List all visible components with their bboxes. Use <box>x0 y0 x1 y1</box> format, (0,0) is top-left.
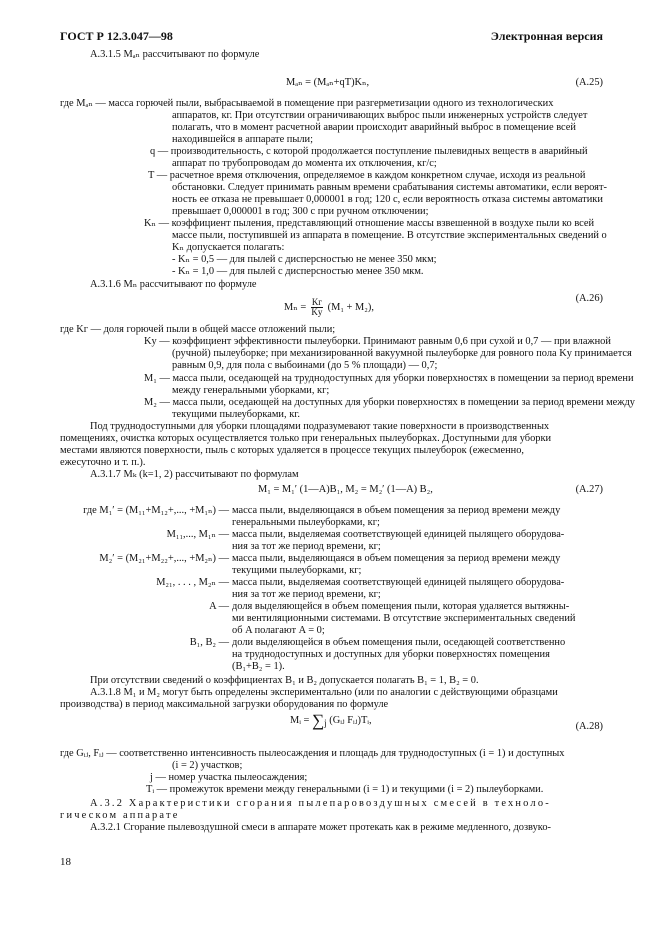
clause-a315-intro: А.3.1.5 Mₐₙ рассчитывают по формуле <box>90 49 260 60</box>
def-ky-line: (ручной) пылеуборке; при механизированной вакуумной пылеуборке для ровного пола Kу принимается <box>172 348 632 359</box>
formula-a25: Mₐₙ = (Mₐₙ+qT)Kₙ, <box>286 77 370 88</box>
def-text: ми вентиляционными системами. В отсутствие экспериментальных сведений <box>232 613 576 624</box>
def-man-line: аппаратов, кг. При отсутствии ограничивающих выброс пыли инженерных устройств следует <box>172 110 588 121</box>
def-m2-line: текущими пылеуборками, кг. <box>172 409 300 420</box>
def-text: доли выделяющейся в объем помещения пыли, оседающей соответственно <box>232 637 566 648</box>
formula-a28-lhs: Mᵢ = <box>290 714 310 726</box>
formula-a28 <box>290 712 372 729</box>
def-text: ния за тот же период времени, кг; <box>232 541 381 552</box>
clause-a316-intro: А.3.1.6 Mₙ рассчитывают по формуле <box>90 279 257 290</box>
paragraph-line: При отсутствии сведений о коэффициентах B₁ и B₂ допускается полагать B₁ = 1, B₂ = 0. <box>90 675 479 686</box>
def-m1-line: между генеральными уборками, кг; <box>172 385 330 396</box>
def-term: где M₁′ = (M₁₁+M₁₂+,..., +M₁ₙ) — <box>83 505 229 516</box>
document-code: ГОСТ Р 12.3.047—98 <box>60 29 173 43</box>
def-ti-line: Tᵢ — промежуток времени между генеральными (i = 1) и текущими (i = 2) пылеуборками. <box>146 784 544 795</box>
paragraph-line: местами являются поверхности, пыль с которых удаляется в процессе текущих пылеуборок (ежесменно, <box>60 445 524 456</box>
formula-a26-lhs: Mₙ = <box>284 301 307 313</box>
def-t-line: ность ее отказа не превышает 0,000001 в год; 120 с, если вероятность отказа системы автоматики <box>172 194 603 205</box>
def-kp-line: - Kₙ = 0,5 — для пылей с дисперсностью не менее 350 мкм; <box>172 254 437 265</box>
fraction <box>311 298 323 317</box>
formula-a26 <box>284 298 374 317</box>
def-term: A — <box>209 601 229 612</box>
formula-a25-number: (А.25) <box>575 77 603 88</box>
def-text: об A полагают A = 0; <box>232 625 325 636</box>
def-kp-line: Kₙ — коэффициент пыления, представляющий отношение массы взвешенной в воздухе пыли ко всей <box>144 218 595 229</box>
formula-a28-rhs: (Gᵢⱼ Fᵢⱼ)Tᵢ, <box>329 714 372 726</box>
clause-a318-intro: производства) в период максимальной загрузки оборудования по формуле <box>60 699 389 710</box>
def-m2-line: M₂ — масса пыли, оседающей на доступных для уборки поверхностях в помещении за период времени между <box>144 397 635 408</box>
page-number: 18 <box>60 856 71 868</box>
def-text: масса пыли, выделяемая соответствующей единицей пылящего оборудова- <box>232 529 565 540</box>
formula-a27: M₁ = M₁′ (1—A)B₁, M₂ = M₂′ (1—A) B₂, <box>258 484 433 495</box>
def-man-line: находившейся в аппарате пыли; <box>172 134 313 145</box>
fraction-denominator: Kу <box>311 307 323 317</box>
def-t-line: обстановки. Следует принимать равным времени срабатывания системы автоматики, если вероят- <box>172 182 607 193</box>
def-t-line: превышает 0,000001 в год; 300 с при ручном отключении; <box>172 206 429 217</box>
paragraph-line: А.3.2.1 Сгорание пылевоздушной смеси в аппарате может протекать как в режиме медленного, дозвуко- <box>90 822 551 833</box>
paragraph-line: ежесуточно и т. п.). <box>60 457 146 468</box>
formula-a28-number: (А.28) <box>575 721 603 732</box>
def-term: M₂₁, . . . , M₂ₙ — <box>156 577 229 588</box>
def-m1-line: M₁ — масса пыли, оседающей на труднодоступных для уборки поверхностях в помещении за период времени <box>144 373 634 384</box>
def-man-line: где Mₐₙ — масса горючей пыли, выбрасываемой в помещение при разгерметизации одного из технологических <box>60 98 554 109</box>
edition-label: Электронная версия <box>490 29 603 43</box>
def-ky-line: Kу — коэффициент эффективности пылеуборки. Принимают равным 0,6 при сухой и 0,7 — при влажной <box>144 336 611 347</box>
paragraph-line: Под труднодоступными для уборки площадями подразумевают такие поверхности в производственных <box>90 421 550 432</box>
def-text: масса пыли, выделяемая соответствующей единицей пылящего оборудова- <box>232 577 565 588</box>
paragraph-line: помещениях, очистка которых осуществляется только при генеральных пылеуборках. Доступными для уборки <box>60 433 552 444</box>
def-t-line: T — расчетное время отключения, определяемое в каждом конкретном случае, исходя из реальной <box>148 170 586 181</box>
clause-a317-intro: А.3.1.7 Mₖ (k=1, 2) рассчитывают по формулам <box>90 469 299 480</box>
def-text: доля выделяющейся в объем помещения пыли, которая удаляется вытяжны- <box>232 601 570 612</box>
def-gij-line: где Gᵢⱼ, Fᵢⱼ — соответственно интенсивность пылеосаждения и площадь для труднодоступных (i = 1) и доступных <box>60 748 565 759</box>
def-text: (B₁+B₂ = 1). <box>232 661 285 672</box>
section-heading: гическом аппарате <box>60 810 180 821</box>
def-q-line: аппарат по трубопроводам до момента их отключения, кг/с; <box>172 158 437 169</box>
def-text: масса пыли, выделяющаяся в объем помещения за период времени между <box>232 505 561 516</box>
fraction-numerator: Kг <box>311 297 323 307</box>
def-text: генеральными пылеуборками, кг; <box>232 517 380 528</box>
def-term: M₂′ = (M₂₁+M₂₂+,..., +M₂ₙ) — <box>99 553 229 564</box>
formula-a27-number: (А.27) <box>575 484 603 495</box>
def-text: масса пыли, выделяющаяся в объем помещения за период времени между <box>232 553 561 564</box>
def-text: ния за тот же период времени, кг; <box>232 589 381 600</box>
def-term: B₁, B₂ — <box>189 637 229 648</box>
def-j-line: j — номер участка пылеосаждения; <box>150 772 308 783</box>
sum-index: j <box>324 718 327 728</box>
def-text: на труднодоступных и доступных для уборки поверхностях помещения <box>232 649 550 660</box>
def-q-line: q — производительность, с которой продолжается поступление пылевидных веществ в аварийный <box>150 146 588 157</box>
def-kp-line: Kₙ допускается полагать: <box>172 242 285 253</box>
def-gij-line: (i = 2) участков; <box>172 760 243 771</box>
formula-a26-number: (А.26) <box>575 293 603 304</box>
def-kp-line: массе пыли, поступившей из аппарата в помещение. В отсутствие экспериментальных сведений о <box>172 230 607 241</box>
def-kp-line: - Kₙ = 1,0 — для пылей с дисперсностью менее 350 мкм. <box>172 266 424 277</box>
def-kg-line: где Kг — доля горючей пыли в общей массе отложений пыли; <box>60 324 336 335</box>
formula-a26-rhs: (M₁ + M₂), <box>327 301 374 313</box>
def-ky-line: равным 0,9, для пола с выбоинами (до 5 % площади) — 0,7; <box>172 360 438 371</box>
clause-a318-intro: А.3.1.8 M₁ и M₂ могут быть определены экспериментально (или по аналогии с действующими образцами <box>90 687 558 698</box>
section-heading: А.3.2 Характеристики сгорания пылепаровоздушных смесей в техноло- <box>90 798 551 809</box>
def-man-line: полагать, что в момент расчетной аварии происходит аварийный выброс в помещение всей <box>172 122 576 133</box>
sum-sign: ∑j <box>312 711 327 730</box>
def-text: текущими пылеуборками, кг; <box>232 565 362 576</box>
def-term: M₁₁,..., M₁ₙ — <box>166 529 229 540</box>
